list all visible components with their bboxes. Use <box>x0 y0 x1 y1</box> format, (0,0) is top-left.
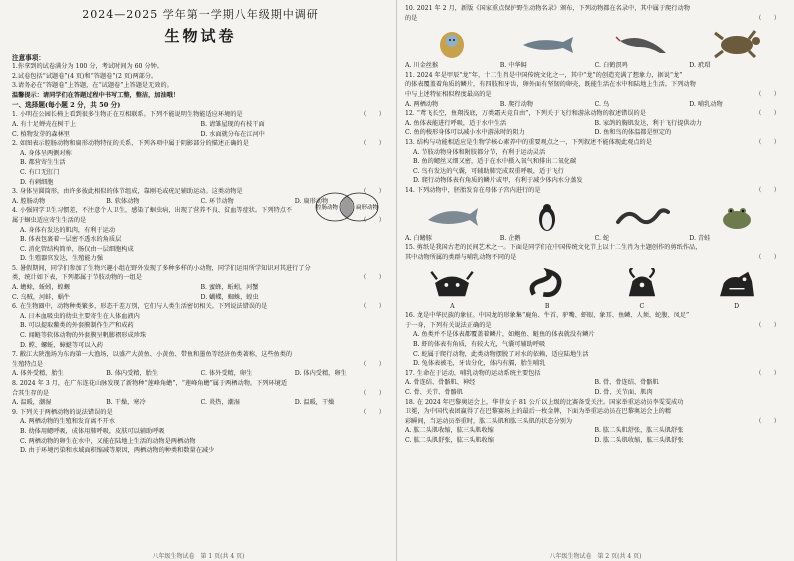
golden-monkey-image <box>424 27 480 59</box>
q16-option-c: C. 蛇属于爬行动物，此类动物摆脱了对水的依赖，适应陆地生活 <box>413 350 589 358</box>
page-right <box>397 0 794 561</box>
q7-options: A. 体外受精，胎生 B. 体内受精，胎生 C. 体外受精，卵生 D. 体内受精，卵生 <box>12 370 347 378</box>
dolphin-image <box>424 200 480 232</box>
papercut-ox-image <box>424 268 480 300</box>
q6-option-a: A. 日本血吸虫的幼虫主要寄生在人体血液内 <box>20 312 140 320</box>
q1-options: A. 有十足蝉壳在树干上 B. 请雏屋现的有枝干面 <box>12 120 265 128</box>
q13-option-b: B. 鱼的鳃丝又细又密，适于在水中摄入氧气和排出二氧化碳 <box>413 158 577 166</box>
question-6: 6. 在生物圈中，动物种类繁多，形态千差万别，它们与人类生活密切相关。下列说法错误的是 （ ） <box>12 303 385 311</box>
venn-left-label: 腔肠动物 <box>315 205 339 211</box>
q16-option-d: D. 兔体表被毛，牙齿分化，体内有膈，胎生哺乳 <box>413 360 546 368</box>
question-9: 9. 下列关于两栖动物的说法错误的是 （ ） <box>12 408 385 416</box>
q9-option-d: D. 由于环境污染和水域面积缩减等原因，两栖动物的种类和数量在减少 <box>20 447 215 455</box>
q16-option-b: B. 虾的体表有角质，有较大光，气囊可辅助呼吸 <box>413 341 546 349</box>
question-2: 2. 如图表示腔肠动物和扁形动物特征的关系，下列各项中属于阴影部分的描述正确的是 （ ） <box>12 140 385 148</box>
q15-images <box>405 264 784 300</box>
q5-options: A. 蟾蜍，蚯蚓，蝗螈 B. 蜜蜂，蚯蚓，河蟹 <box>12 284 259 292</box>
q13-option-a: A. 节肢动物身体和附肢都分节，有利于运动灵活 <box>413 148 546 156</box>
q5-options-2: C. 乌贼，河蚌，蜗牛 D. 蝴蝶，蜘蛛，蝗虫 <box>12 293 259 301</box>
q12-options: A. 鱼体表能进行呼吸，适于水中生活 B. 家鸽的胸肌发达，利于飞行提供动力 <box>405 119 702 127</box>
q11-options: A. 两栖动物 B. 爬行动物 C. 鸟 D. 哺乳动物 <box>405 100 723 108</box>
venn-right-label: 扁形动物 <box>355 205 379 211</box>
note-1: 1.你拿到的试卷满分为 100 分，考试时间为 60 分钟。 <box>12 63 164 70</box>
question-3: 3. 身体呈圆筒形，由许多彼此相似的体节组成，靠刚毛或疣足辅助运动。这类动物是 （ ） <box>12 188 385 196</box>
q18-options: A. 肱二头肌收缩，肱三头肌收缩 B. 肱二头肌舒张，肱三头肌舒张 <box>405 427 684 435</box>
frog-image <box>709 200 765 232</box>
q2-option-d: D. 有刺细胞 <box>20 178 54 186</box>
question-18-cont2: 彩瞬间，当运动员举重时，肱二头肌和肱三头肌的状态分别为 （ ） <box>405 417 780 425</box>
q13-option-d: D. 爬行动物体表有角质的鳞片或甲，有利于减少体内水分蒸发 <box>413 177 583 185</box>
question-1: 1. 小明在公园长椅上看到很多生物正在互相联系。下列不能说明生物能适应环境的是 （ ） <box>12 111 385 119</box>
q10-options: A. 川金丝猴 B. 中华鲟 C. 白鹤溟鸡 D. 玳瑁 <box>405 62 711 70</box>
papercut-snake-image <box>519 268 575 300</box>
q13-option-c: C. 鸟有发达的气囊，可辅助肺完成双重呼吸，适于飞行 <box>413 167 564 175</box>
note-2: 2.试卷包括“试题卷”(4 页)和“答题卷”(2 页)两部分。 <box>12 72 158 80</box>
question-17: 17. 生命在于运动，哺乳动物的运动系统主要包括 （ ） <box>405 369 780 377</box>
q14-images <box>405 198 784 232</box>
question-4-cont: 属于蛔虫适应寄生生活的是 （ ） <box>12 216 385 224</box>
q4-option-c: C. 消化管结构简单，肠仅由一层细胞构成 <box>20 245 134 253</box>
question-11: 11. 2024 年是甲辰“龙”年，十二生肖是中国传统文化之一，其中“龙”的创造充满了想象力，据说“龙” <box>405 71 683 79</box>
question-8: 8. 2024 年 3 月，在广东连花山脉发现了新物种“莲峰角蟾”，“莲峰角蟾”属于两栖动物。下列环境适 <box>12 380 288 387</box>
tip: 温馨提示：请同学们在答题过程中书写工整，整洁，加油哦！ <box>12 91 180 99</box>
venn-diagram <box>313 190 381 224</box>
q8-options: A. 温暖，潮湿 B. 干燥，寒冷 C. 炎热，潮湿 D. 温暖，干燥 <box>12 399 335 407</box>
question-4: 4. 小强同学卫生习惯差，不注意个人卫生，感染了蛔虫病，出现了营养不良、贫血等症状。下列特点不 <box>12 207 293 215</box>
question-16-cont: 于一身，下列有关说法正确的是 （ ） <box>405 321 780 329</box>
question-18-cont: 卫冕，为中国代表团赢得了在巴黎赛场上的最后一枚金牌，下面为举重运动员在巴黎奥运会上的精 <box>405 408 672 416</box>
q2-option-b: B. 都营寄生生活 <box>20 159 66 167</box>
question-11-cont2: 中与上述特征相似程度最高的是 （ ） <box>405 90 780 98</box>
q17-options-2: C. 骨、关节、骨骼肌 D. 骨、关节面、肌肉 <box>405 389 653 397</box>
q10-images <box>405 25 784 59</box>
question-15: 15. 剪纸是我国古老的民间艺术之一。下面是同学们在中国传统文化节上以十二生肖为主题创作的剪纸作品， <box>405 244 702 252</box>
exam-subtitle: 生物试卷 <box>164 27 237 45</box>
question-13: 13. 结构与功能相适应是生物学核心素养中的重要观点之一，下列叙述不能体现此观点的是 （ ） <box>405 138 780 146</box>
question-7-cont: 生殖特点是 （ ） <box>12 360 385 368</box>
q14-options: A. 白鳍豚 B. 企鹅 C. 蛇 D. 青蛙 <box>405 234 711 242</box>
notes-heading: 注意事项： <box>12 54 45 62</box>
q4-option-a: A. 身体有发达的肌肉，有利于运动 <box>20 226 116 234</box>
question-10-cont: 的是 （ ） <box>405 14 780 22</box>
question-11-cont: 的体表覆盖着角质的鳞片，有四肢和牙齿，卵外面有坚韧的卵壳，既能生活在水中和陆地上生活。下列动物 <box>405 81 696 89</box>
snake-image <box>614 200 670 232</box>
q1-options-2: C. 植物发芽的森林里 D. 水面就分布在江河中 <box>12 130 265 138</box>
question-7: 7. 敝江大陕渔场为东海第一大渔场，以盛产大黄鱼、小黄鱼、带鱼和墨鱼等经济鱼类著称，这些鱼类的 <box>12 351 293 359</box>
question-12: 12. “鸢飞长空，鱼翔浅底，万类霜天竞自由”，下列关于飞行和游泳动物的叙述错误的是 （ ） <box>405 110 780 118</box>
section-heading: 一、选择题(每小题 2 分，共 50 分) <box>12 101 121 110</box>
question-8-cont: 合其生存的是 （ ） <box>12 389 385 397</box>
question-5: 5. 暑假期间，同学们参加了生物兴趣小组在野外发现了多种多样的小动物，同学们运用所学知识对其进行了分 <box>12 264 311 272</box>
q12-options-2: C. 鱼的梭形身体可以减小水中游泳时的阻力 D. 鱼和鸟的体温都是恒定的 <box>405 129 672 137</box>
q6-option-c: C. 闻鲢等软体动物的外套膜呈帆膨褶形成珍珠 <box>20 332 147 340</box>
q16-option-a: A. 鱼类并不是体表都覆盖着鳞片，如鲍鱼、鲢鱼的体表就没有鳞片 <box>413 331 595 339</box>
q9-option-a: A. 两栖动物的生殖和发育离不开水 <box>20 418 116 426</box>
q9-option-c: C. 两栖动物的卵生在水中，又能在陆地上生活的动物是两栖动物 <box>20 437 196 445</box>
papercut-goat-image <box>614 268 670 300</box>
papercut-dog-image <box>709 268 765 300</box>
q15-options: A B C D <box>450 303 740 311</box>
penguin-image <box>519 200 575 232</box>
note-3: 3.请务必在“答题卷”上答题，在“试题卷”上答题是无效的。 <box>12 82 173 90</box>
exam-title: 2024—2025 学年第一学期八年级期中调研 <box>82 8 319 21</box>
footer-left: 八年级生物试卷 第 1 页(共 4 页) <box>152 553 245 560</box>
question-10: 10. 2021 年 2 月，新版《国家重点保护野生动物名录》颁布，下列动物都在名录中，其中属于爬行动物 <box>405 5 690 12</box>
question-18: 18. 在 2024 年巴黎奥运会上，华菲女子 81 公斤以上级的比赛备受关注。国家举重运动员李雯雯成功 <box>405 398 684 406</box>
q2-option-a: A. 身体呈两侧对称 <box>20 149 72 157</box>
q18-options-2: C. 肱二头肌舒张，肱三头肌收缩 D. 肱二头肌收缩，肱三头肌舒张 <box>405 437 684 444</box>
q6-option-d: D. 螳、螺蚯、蟑蜓等可以入药 <box>20 341 103 349</box>
q9-option-b: B. 幼体用鳃呼吸，成体用肺呼吸，皮肤可以辅助呼吸 <box>20 427 165 435</box>
question-14: 14. 下列动物中，胚胎发育在母体子宫内进行的是 （ ） <box>405 186 780 194</box>
crane-image <box>614 27 670 59</box>
footer-right: 八年级生物试卷 第 2 页(共 4 页) <box>549 553 642 560</box>
question-5-cont: 类，统计如下表，下列都属于节肢动物的一组是 （ ） <box>12 274 385 282</box>
question-16: 16. 龙是中华民族的象征。中国龙的形象集“鹿角、牛首、驴嘴、虾眼、象耳、鱼鳞、人须、蛇腹、凤足” <box>405 312 690 320</box>
sturgeon-image <box>519 27 575 59</box>
q6-option-b: B. 可以提取鳖类的外套膜制作生产和成药 <box>20 322 134 330</box>
q4-option-b: B. 体表包裹着一层密不透水的角质层 <box>20 236 122 244</box>
answer-paren: （ ） <box>360 111 385 119</box>
q2-option-c: C. 有口无肛门 <box>20 168 60 176</box>
question-15-cont: 其中动物所属的类群与哺乳动物不同的是 （ ） <box>405 253 780 261</box>
q17-options: A. 骨连结、骨骼肌、神经 B. 骨、骨连结、骨骼肌 <box>405 379 659 387</box>
hawksbill-turtle-image <box>709 27 765 59</box>
q4-option-d: D. 生殖器官发达，生殖能力强 <box>20 255 103 263</box>
q3-options: A. 腔肠动物 B. 软体动物 C. 环节动物 D. 扁形动物 <box>12 197 329 205</box>
